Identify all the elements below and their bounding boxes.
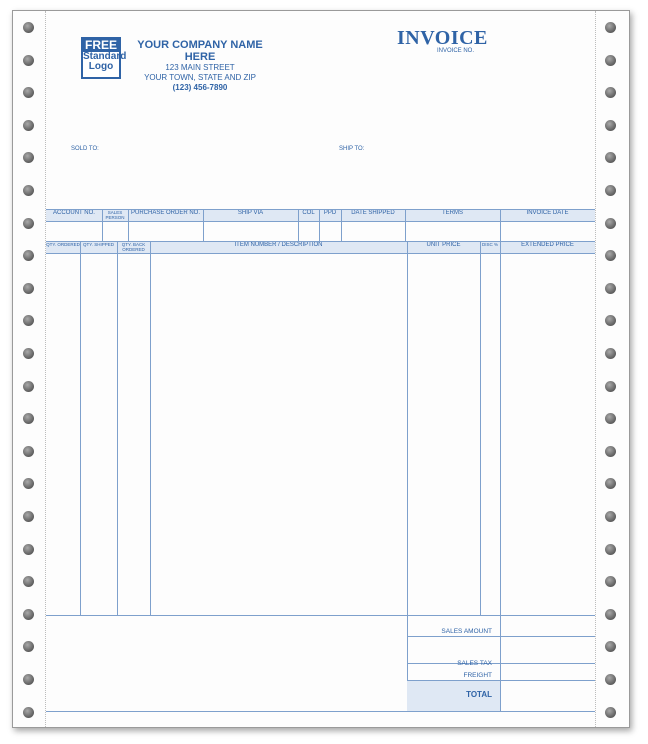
invoice-number-label: INVOICE NO. (437, 48, 475, 54)
tractor-hole (605, 641, 616, 652)
tractor-hole (605, 87, 616, 98)
tractor-hole (23, 544, 34, 555)
item-col-header-5: DISC % (481, 242, 498, 247)
company-phone: (123) 456-7890 (172, 83, 228, 92)
sales-amount-label: SALES AMOUNT (441, 628, 492, 635)
tractor-hole (23, 218, 34, 229)
tractor-hole (23, 55, 34, 66)
tractor-hole (23, 185, 34, 196)
tractor-hole (605, 674, 616, 685)
tractor-hole (605, 315, 616, 326)
items-body-bottom (46, 615, 595, 616)
order-col-header-6: DATE SHIPPED (351, 210, 395, 216)
tractor-hole (605, 511, 616, 522)
tractor-hole (23, 87, 34, 98)
order-col-divider (500, 209, 501, 241)
tractor-hole (605, 283, 616, 294)
form-bottom-rule (46, 711, 595, 712)
item-col-divider (500, 241, 501, 615)
tractor-hole (23, 446, 34, 457)
sold-to-label: SOLD TO: (71, 146, 99, 152)
tractor-hole (605, 348, 616, 359)
order-col-divider (102, 209, 103, 241)
item-col-divider (480, 241, 481, 615)
company-block (125, 39, 275, 93)
item-col-header-1: QTY. SHIPPED (83, 242, 114, 247)
ship-to-label: SHIP TO: (339, 146, 365, 152)
company-city: YOUR TOWN, STATE AND ZIP (144, 73, 256, 82)
tractor-hole (23, 250, 34, 261)
tractor-hole (605, 478, 616, 489)
tractor-hole (605, 381, 616, 392)
item-col-header-0: QTY. ORDERED (46, 242, 80, 247)
tractor-hole (605, 152, 616, 163)
tractor-hole (23, 413, 34, 424)
order-col-divider (203, 209, 204, 241)
order-col-divider (405, 209, 406, 241)
tractor-hole (23, 707, 34, 718)
order-col-header-8: INVOICE DATE (526, 210, 569, 216)
item-col-header-3: ITEM NUMBER / DESCRIPTION (234, 242, 323, 248)
left-tear-line (45, 11, 46, 727)
right-tear-line (595, 11, 596, 727)
order-col-divider (298, 209, 299, 241)
freight-label: FREIGHT (463, 672, 492, 679)
order-col-header-2: PURCHASE ORDER NO. (130, 210, 200, 216)
tractor-hole (23, 609, 34, 620)
tractor-hole (605, 218, 616, 229)
tractor-hole (23, 315, 34, 326)
tractor-hole (23, 674, 34, 685)
order-col-header-7: TERMS (442, 210, 463, 216)
standard-logo (81, 37, 127, 79)
invoice-form-sheet (12, 10, 630, 728)
logo-free: FREE (84, 38, 117, 52)
order-col-header-3: SHIP VIA (237, 210, 264, 216)
tractor-hole (605, 576, 616, 587)
invoice-title: INVOICE (397, 27, 488, 49)
item-col-header-6: EXTENDED PRICE (521, 242, 574, 248)
tractor-hole (23, 283, 34, 294)
logo-logo: Logo (88, 61, 114, 72)
tractor-hole (23, 576, 34, 587)
item-col-divider (117, 241, 118, 615)
company-name: YOUR COMPANY NAME HERE (137, 39, 263, 63)
total-label: TOTAL (466, 690, 492, 699)
order-col-divider (128, 209, 129, 241)
order-col-header-1: SALES PERSON (105, 210, 125, 220)
tractor-hole (23, 22, 34, 33)
tractor-hole (23, 381, 34, 392)
tractor-hole (605, 120, 616, 131)
tractor-hole (23, 641, 34, 652)
tractor-hole (23, 511, 34, 522)
order-col-header-4: COL (302, 210, 315, 216)
tractor-hole (23, 120, 34, 131)
item-col-divider (150, 241, 151, 615)
totals-value-rule (500, 615, 501, 711)
tractor-hole (605, 55, 616, 66)
sales-tax-label: SALES TAX (457, 660, 492, 667)
tractor-hole (23, 152, 34, 163)
tractor-hole (605, 22, 616, 33)
item-col-header-2: QTY. BACK ORDERED (121, 242, 146, 252)
tractor-hole (605, 544, 616, 555)
sales-amount-rule (407, 636, 595, 637)
item-col-divider (80, 241, 81, 615)
order-col-header-0: ACCOUNT NO. (53, 210, 95, 216)
item-col-header-4: UNIT PRICE (426, 242, 461, 248)
tractor-hole (605, 609, 616, 620)
tractor-hole (605, 707, 616, 718)
tractor-hole (23, 348, 34, 359)
order-col-divider (341, 209, 342, 241)
order-col-header-5: PPD (323, 210, 337, 216)
company-street: 123 MAIN STREET (165, 63, 235, 72)
order-col-divider (319, 209, 320, 241)
item-col-divider (407, 241, 408, 615)
tractor-hole (605, 446, 616, 457)
tractor-hole (605, 185, 616, 196)
tractor-hole (605, 250, 616, 261)
logo-standard: Standard (83, 51, 127, 62)
tractor-hole (605, 413, 616, 424)
tractor-hole (23, 478, 34, 489)
